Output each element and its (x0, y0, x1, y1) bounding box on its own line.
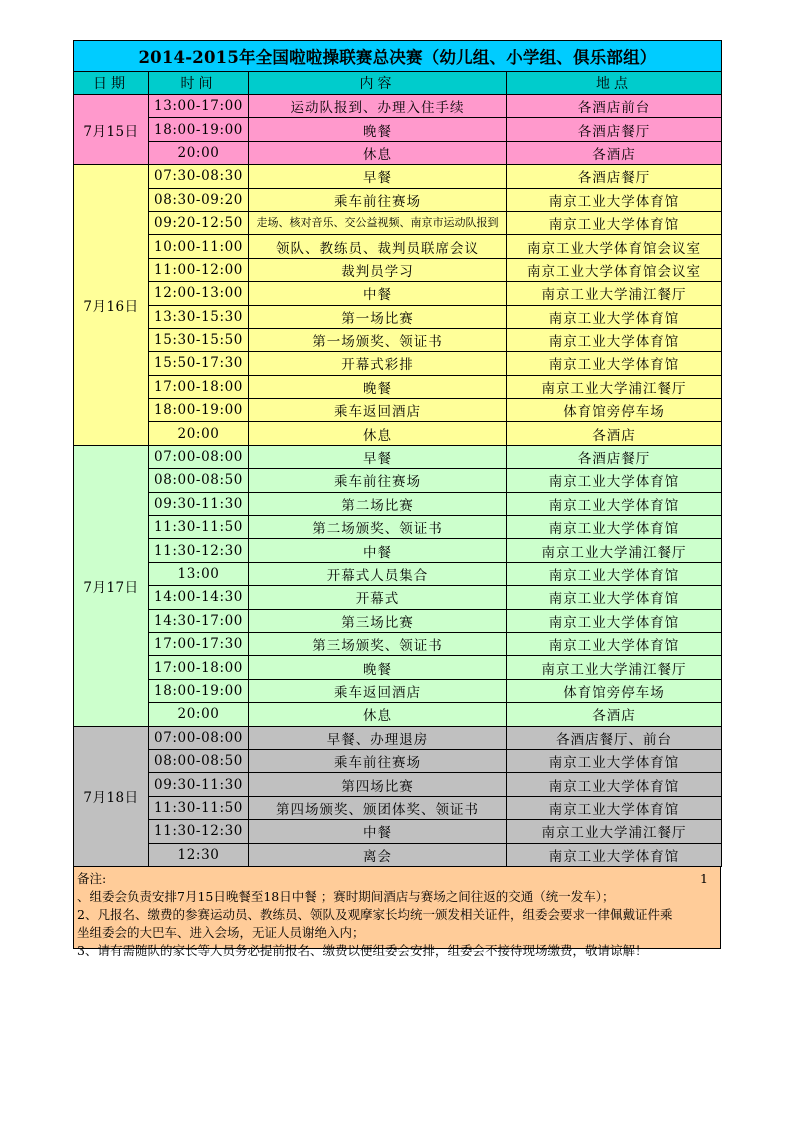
table-row (74, 843, 722, 866)
table-row (74, 328, 722, 351)
content-cell: 乘车返回酒店 (249, 679, 507, 702)
table-row (74, 165, 722, 188)
table-row (74, 375, 722, 398)
place-cell: 南京工业大学体育馆 (507, 352, 722, 375)
table-row (74, 118, 722, 141)
time-cell: 18:00-19:00 (149, 118, 249, 141)
content-cell: 第一场比赛 (249, 305, 507, 328)
place-cell: 各酒店 (507, 422, 722, 445)
time-cell: 17:00-17:30 (149, 632, 249, 655)
notes-label: 备注: (77, 870, 107, 886)
time-cell: 08:00-08:50 (149, 749, 249, 772)
time-cell: 20:00 (149, 141, 249, 164)
table-row (74, 352, 722, 375)
time-cell: 09:20-12:50 (149, 211, 249, 234)
content-cell: 第二场比赛 (249, 492, 507, 515)
content-cell: 开幕式人员集合 (249, 562, 507, 585)
page-title: 2014-2015年全国啦啦操联赛总决赛（幼儿组、小学组、俱乐部组） (74, 41, 722, 72)
time-cell: 07:00-08:00 (149, 726, 249, 749)
time-cell: 20:00 (149, 422, 249, 445)
table-row (74, 562, 722, 585)
table-row (74, 796, 722, 819)
header-date: 日期 (74, 72, 149, 95)
table-row (74, 773, 722, 796)
time-cell: 18:00-19:00 (149, 679, 249, 702)
content-cell: 运动队报到、办理入住手续 (249, 95, 507, 118)
title-row (74, 41, 722, 72)
table-row (74, 95, 722, 118)
content-cell: 第三场比赛 (249, 609, 507, 632)
content-cell: 第二场颁奖、领证书 (249, 516, 507, 539)
time-cell: 20:00 (149, 703, 249, 726)
content-cell: 中餐 (249, 820, 507, 843)
table-row (74, 516, 722, 539)
note-line: 坐组委会的大巴车、进入会场，无证人员谢绝入内； (77, 924, 365, 940)
content-cell: 晚餐 (249, 118, 507, 141)
content-cell: 休息 (249, 141, 507, 164)
content-cell: 乘车前往赛场 (249, 188, 507, 211)
notes-box (73, 867, 721, 958)
time-cell: 14:00-14:30 (149, 586, 249, 609)
place-cell: 南京工业大学浦江餐厅 (507, 282, 722, 305)
table-row (74, 749, 722, 772)
content-cell: 开幕式 (249, 586, 507, 609)
time-cell: 08:00-08:50 (149, 469, 249, 492)
place-cell: 南京工业大学浦江餐厅 (507, 820, 722, 843)
content-cell: 早餐 (249, 165, 507, 188)
place-cell: 南京工业大学体育馆 (507, 516, 722, 539)
table-row (74, 399, 722, 422)
table-row (74, 586, 722, 609)
place-cell: 南京工业大学体育馆 (507, 211, 722, 234)
place-cell: 南京工业大学体育馆 (507, 469, 722, 492)
table-row (74, 656, 722, 679)
place-cell: 各酒店前台 (507, 95, 722, 118)
place-cell: 南京工业大学体育馆 (507, 773, 722, 796)
time-cell: 11:00-12:00 (149, 258, 249, 281)
day-date-cell: 7月15日 (74, 95, 149, 165)
table-row (74, 282, 722, 305)
place-cell: 体育馆旁停车场 (507, 679, 722, 702)
time-cell: 11:30-12:30 (149, 539, 249, 562)
header-row (74, 72, 722, 95)
place-cell: 各酒店餐厅 (507, 445, 722, 468)
place-cell: 南京工业大学体育馆 (507, 796, 722, 819)
content-cell: 休息 (249, 703, 507, 726)
place-cell: 南京工业大学体育馆 (507, 328, 722, 351)
day-date-cell: 7月18日 (74, 726, 149, 866)
content-cell: 中餐 (249, 282, 507, 305)
place-cell: 体育馆旁停车场 (507, 399, 722, 422)
content-cell: 第一场颁奖、领证书 (249, 328, 507, 351)
place-cell: 南京工业大学体育馆 (507, 632, 722, 655)
note-line: 2、凡报名、缴费的参赛运动员、教练员、领队及观摩家长均统一颁发相关证件，组委会要求一律佩戴证件乘 (77, 906, 673, 922)
content-cell: 中餐 (249, 539, 507, 562)
content-cell: 休息 (249, 422, 507, 445)
place-cell: 各酒店 (507, 703, 722, 726)
time-cell: 11:30-11:50 (149, 796, 249, 819)
time-cell: 13:30-15:30 (149, 305, 249, 328)
content-cell: 第四场颁奖、颁团体奖、领证书 (249, 796, 507, 819)
time-cell: 07:00-08:00 (149, 445, 249, 468)
time-cell: 15:50-17:30 (149, 352, 249, 375)
time-cell: 13:00 (149, 562, 249, 585)
table-row (74, 492, 722, 515)
content-cell: 乘车返回酒店 (249, 399, 507, 422)
table-row (74, 679, 722, 702)
table-row (74, 609, 722, 632)
place-cell: 南京工业大学体育馆会议室 (507, 235, 722, 258)
time-cell: 11:30-12:30 (149, 820, 249, 843)
header-time: 时间 (149, 72, 249, 95)
place-cell: 南京工业大学体育馆 (507, 305, 722, 328)
table-row (74, 258, 722, 281)
schedule-sheet (73, 40, 721, 958)
time-cell: 09:30-11:30 (149, 492, 249, 515)
content-cell: 晚餐 (249, 656, 507, 679)
content-cell: 乘车前往赛场 (249, 749, 507, 772)
table-row (74, 726, 722, 749)
place-cell: 南京工业大学体育馆 (507, 586, 722, 609)
day-date-cell: 7月16日 (74, 165, 149, 446)
header-place: 地点 (507, 72, 722, 95)
day-date-cell: 7月17日 (74, 445, 149, 726)
table-row (74, 235, 722, 258)
time-cell: 17:00-18:00 (149, 656, 249, 679)
table-row (74, 632, 722, 655)
note-line: 3、请有需随队的家长等人员务必提前报名、缴费以便组委会安排，组委会不接待现场缴费，敬请谅解！ (77, 942, 648, 958)
content-cell: 第三场颁奖、领证书 (249, 632, 507, 655)
table-row (74, 188, 722, 211)
time-cell: 09:30-11:30 (149, 773, 249, 796)
time-cell: 17:00-18:00 (149, 375, 249, 398)
time-cell: 13:00-17:00 (149, 95, 249, 118)
content-cell: 开幕式彩排 (249, 352, 507, 375)
time-cell: 08:30-09:20 (149, 188, 249, 211)
time-cell: 07:30-08:30 (149, 165, 249, 188)
time-cell: 12:00-13:00 (149, 282, 249, 305)
place-cell: 各酒店餐厅、前台 (507, 726, 722, 749)
time-cell: 12:30 (149, 843, 249, 866)
content-cell: 第四场比赛 (249, 773, 507, 796)
time-cell: 10:00-11:00 (149, 235, 249, 258)
place-cell: 南京工业大学浦江餐厅 (507, 656, 722, 679)
place-cell: 各酒店 (507, 141, 722, 164)
content-cell: 早餐、办理退房 (249, 726, 507, 749)
content-cell: 裁判员学习 (249, 258, 507, 281)
place-cell: 南京工业大学体育馆 (507, 188, 722, 211)
table-row (74, 539, 722, 562)
header-content: 内容 (249, 72, 507, 95)
table-row (74, 703, 722, 726)
place-cell: 南京工业大学体育馆会议室 (507, 258, 722, 281)
table-row (74, 305, 722, 328)
content-cell: 领队、教练员、裁判员联席会议 (249, 235, 507, 258)
schedule-table (73, 40, 722, 867)
time-cell: 14:30-17:00 (149, 609, 249, 632)
content-cell: 走场、核对音乐、交公益视频、南京市运动队报到 (249, 211, 507, 234)
page-number: 1 (700, 870, 708, 886)
table-row (74, 141, 722, 164)
place-cell: 南京工业大学浦江餐厅 (507, 539, 722, 562)
table-row (74, 469, 722, 492)
place-cell: 南京工业大学体育馆 (507, 492, 722, 515)
time-cell: 11:30-11:50 (149, 516, 249, 539)
note-line: 、组委会负责安排7月15日晚餐至18日中餐 ；赛时期间酒店与赛场之间往返的交通（统一发车）； (77, 888, 615, 904)
table-row (74, 445, 722, 468)
table-row (74, 211, 722, 234)
content-cell: 乘车前往赛场 (249, 469, 507, 492)
place-cell: 南京工业大学体育馆 (507, 843, 722, 866)
place-cell: 各酒店餐厅 (507, 118, 722, 141)
place-cell: 南京工业大学体育馆 (507, 609, 722, 632)
place-cell: 南京工业大学体育馆 (507, 562, 722, 585)
time-cell: 18:00-19:00 (149, 399, 249, 422)
content-cell: 晚餐 (249, 375, 507, 398)
table-row (74, 820, 722, 843)
content-cell: 早餐 (249, 445, 507, 468)
content-cell: 离会 (249, 843, 507, 866)
table-row (74, 422, 722, 445)
time-cell: 15:30-15:50 (149, 328, 249, 351)
place-cell: 南京工业大学体育馆 (507, 749, 722, 772)
place-cell: 各酒店餐厅 (507, 165, 722, 188)
place-cell: 南京工业大学浦江餐厅 (507, 375, 722, 398)
